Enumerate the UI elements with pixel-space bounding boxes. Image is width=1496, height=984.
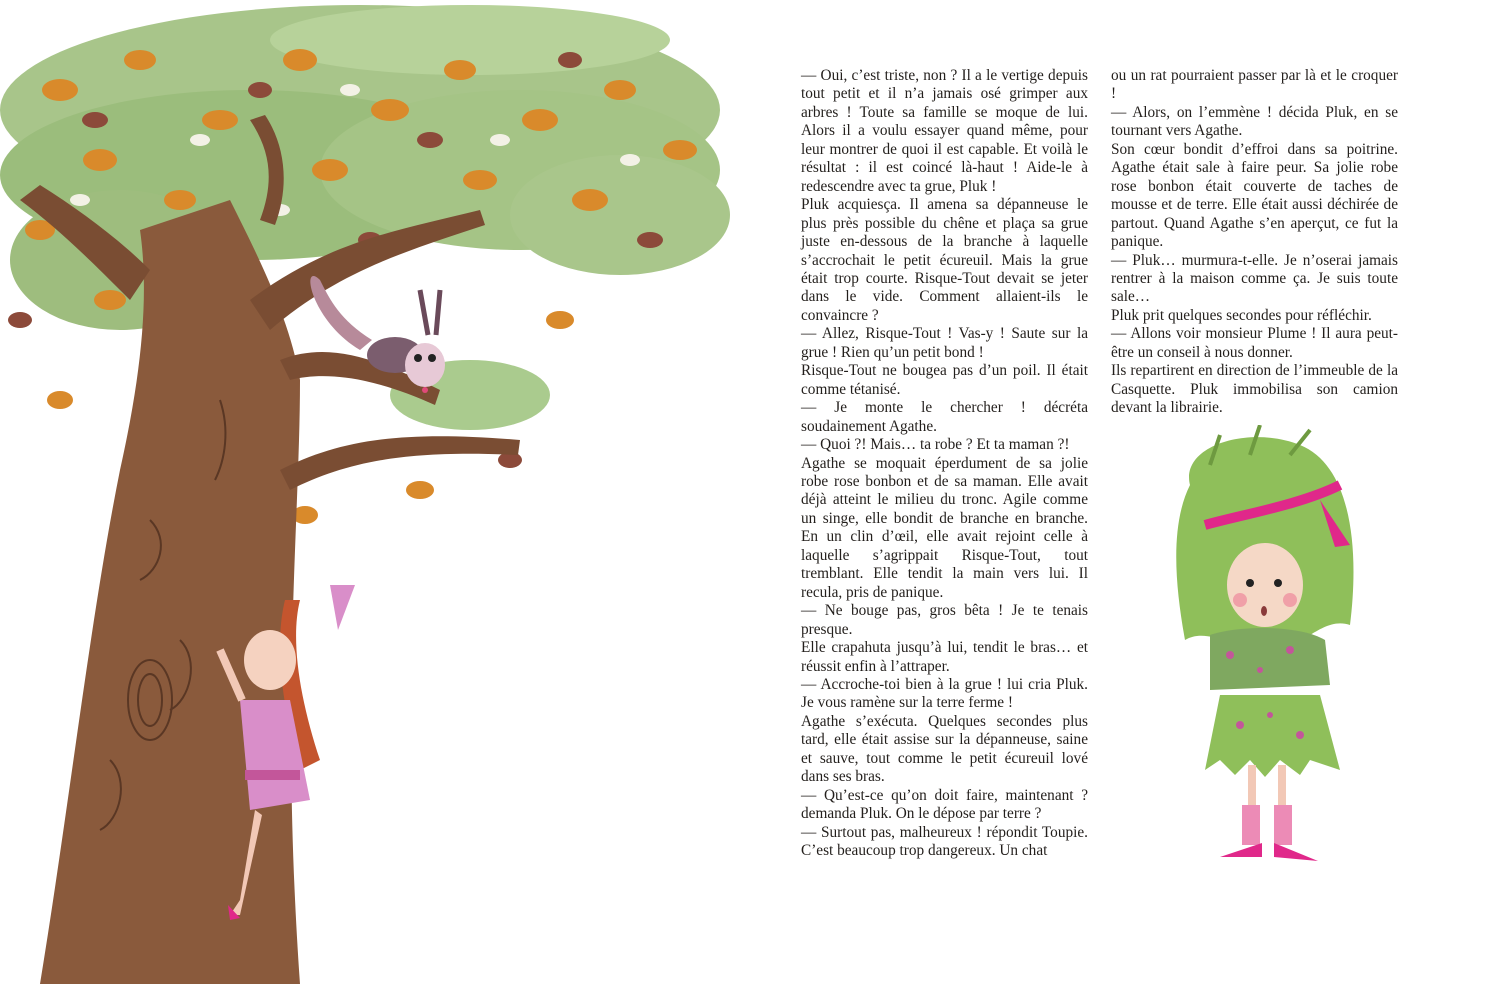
- paragraph: — Qu’est-ce qu’on doit faire, maintenant ? demanda Pluk. On le dépose par terre ?: [801, 786, 1088, 823]
- paragraph: — Oui, c’est triste, non ? Il a le vertige depuis tout petit et il n’a jamais osé grimper aux arbres ! Toute sa famille se moque de lui. Alors il a voulu essayer quand même, pour leur montrer de quoi il est capable. Et voilà le résultat : il est coincé là-haut ! Aide-le à redescendre avec ta grue, Pluk !: [801, 67, 1088, 195]
- tree-illustration: [0, 0, 740, 984]
- torn-dress: [1205, 628, 1340, 777]
- paragraph: — Accroche-toi bien à la grue ! lui cria Pluk. Je vous ramène sur la terre ferme !: [801, 675, 1088, 712]
- paragraph: Elle crapahuta jusqu’à lui, tendit le bras… et réussit enfin à l’attraper.: [801, 639, 1088, 675]
- paragraph: ou un rat pourraient passer par là et le croquer !: [1111, 67, 1398, 103]
- shoe-left: [1220, 843, 1262, 857]
- paragraph: — Alors, on l’emmène ! décida Pluk, en se tournant vers Agathe.: [1111, 103, 1398, 140]
- text-column-left: [801, 67, 1088, 860]
- paragraph: — Ne bouge pas, gros bêta ! Je te tenais presque.: [801, 602, 1088, 638]
- paragraph: — Pluk… murmura-t-elle. Je n’oserai jamais rentrer à la maison comme ça. Je suis toute sale…: [1111, 251, 1398, 306]
- paragraph: — Allons voir monsieur Plume ! Il aura peut-être un conseil à nous donner.: [1111, 325, 1398, 361]
- paragraph: Agathe s’exécuta. Quelques secondes plus tard, elle était assise sur la dépanneuse, saine et sauve, tout comme le petit écureuil lové dans ses bras.: [801, 712, 1088, 786]
- paragraph: — Allez, Risque-Tout ! Vas-y ! Saute sur la grue ! Rien qu’un petit bond !: [801, 325, 1088, 361]
- paragraph: Pluk acquiesça. Il amena sa dépanneuse le plus près possible du chêne et plaça sa grue juste en-dessous de la branche à laquelle s’accrochait le petit écureuil. Mais la grue était trop courte. Risque-Tout devait se jeter dans le vide. Comment allaient-ils le convaincre ?: [801, 196, 1088, 324]
- paragraph: — Je monte le chercher ! décréta soudainement Agathe.: [801, 399, 1088, 435]
- paragraph: Ils repartirent en direction de l’immeuble de la Casquette. Pluk immobilisa son camion devant la librairie.: [1111, 362, 1398, 417]
- paragraph: Son cœur bondit d’effroi dans sa poitrine. Agathe était sale à faire peur. Sa jolie robe rose bonbon était couverte de taches de mousse et de terre. Elle était aussi déchirée de partout. Quand Agathe s’en aperçut, ce fut la panique.: [1111, 140, 1398, 251]
- paragraph: — Surtout pas, malheureux ! répondit Toupie. C’est beaucoup trop dangereux. Un chat: [801, 823, 1088, 860]
- paragraph: Risque-Tout ne bougea pas d’un poil. Il était comme tétanisé.: [801, 362, 1088, 398]
- paragraph: — Quoi ?! Mais… ta robe ? Et ta maman ?!: [801, 436, 1070, 454]
- shoe-right: [1274, 843, 1318, 861]
- girl-illustration: [1150, 425, 1390, 885]
- paragraph: Pluk prit quelques secondes pour réfléchir.: [1111, 306, 1372, 324]
- paragraph: Agathe se moquait éperdument de sa jolie robe rose bonbon et de sa maman. Elle avait déjà atteint le milieu du tronc. Agile comme un singe, elle bondit de branche en branche. En un clin d’œil, elle avait rejoint celle à laquelle s’agrippait Risque-Tout, tout tremblant. Elle tendit la main vers lui. Il recula, pris de panique.: [801, 454, 1088, 601]
- text-column-right: [1111, 67, 1398, 418]
